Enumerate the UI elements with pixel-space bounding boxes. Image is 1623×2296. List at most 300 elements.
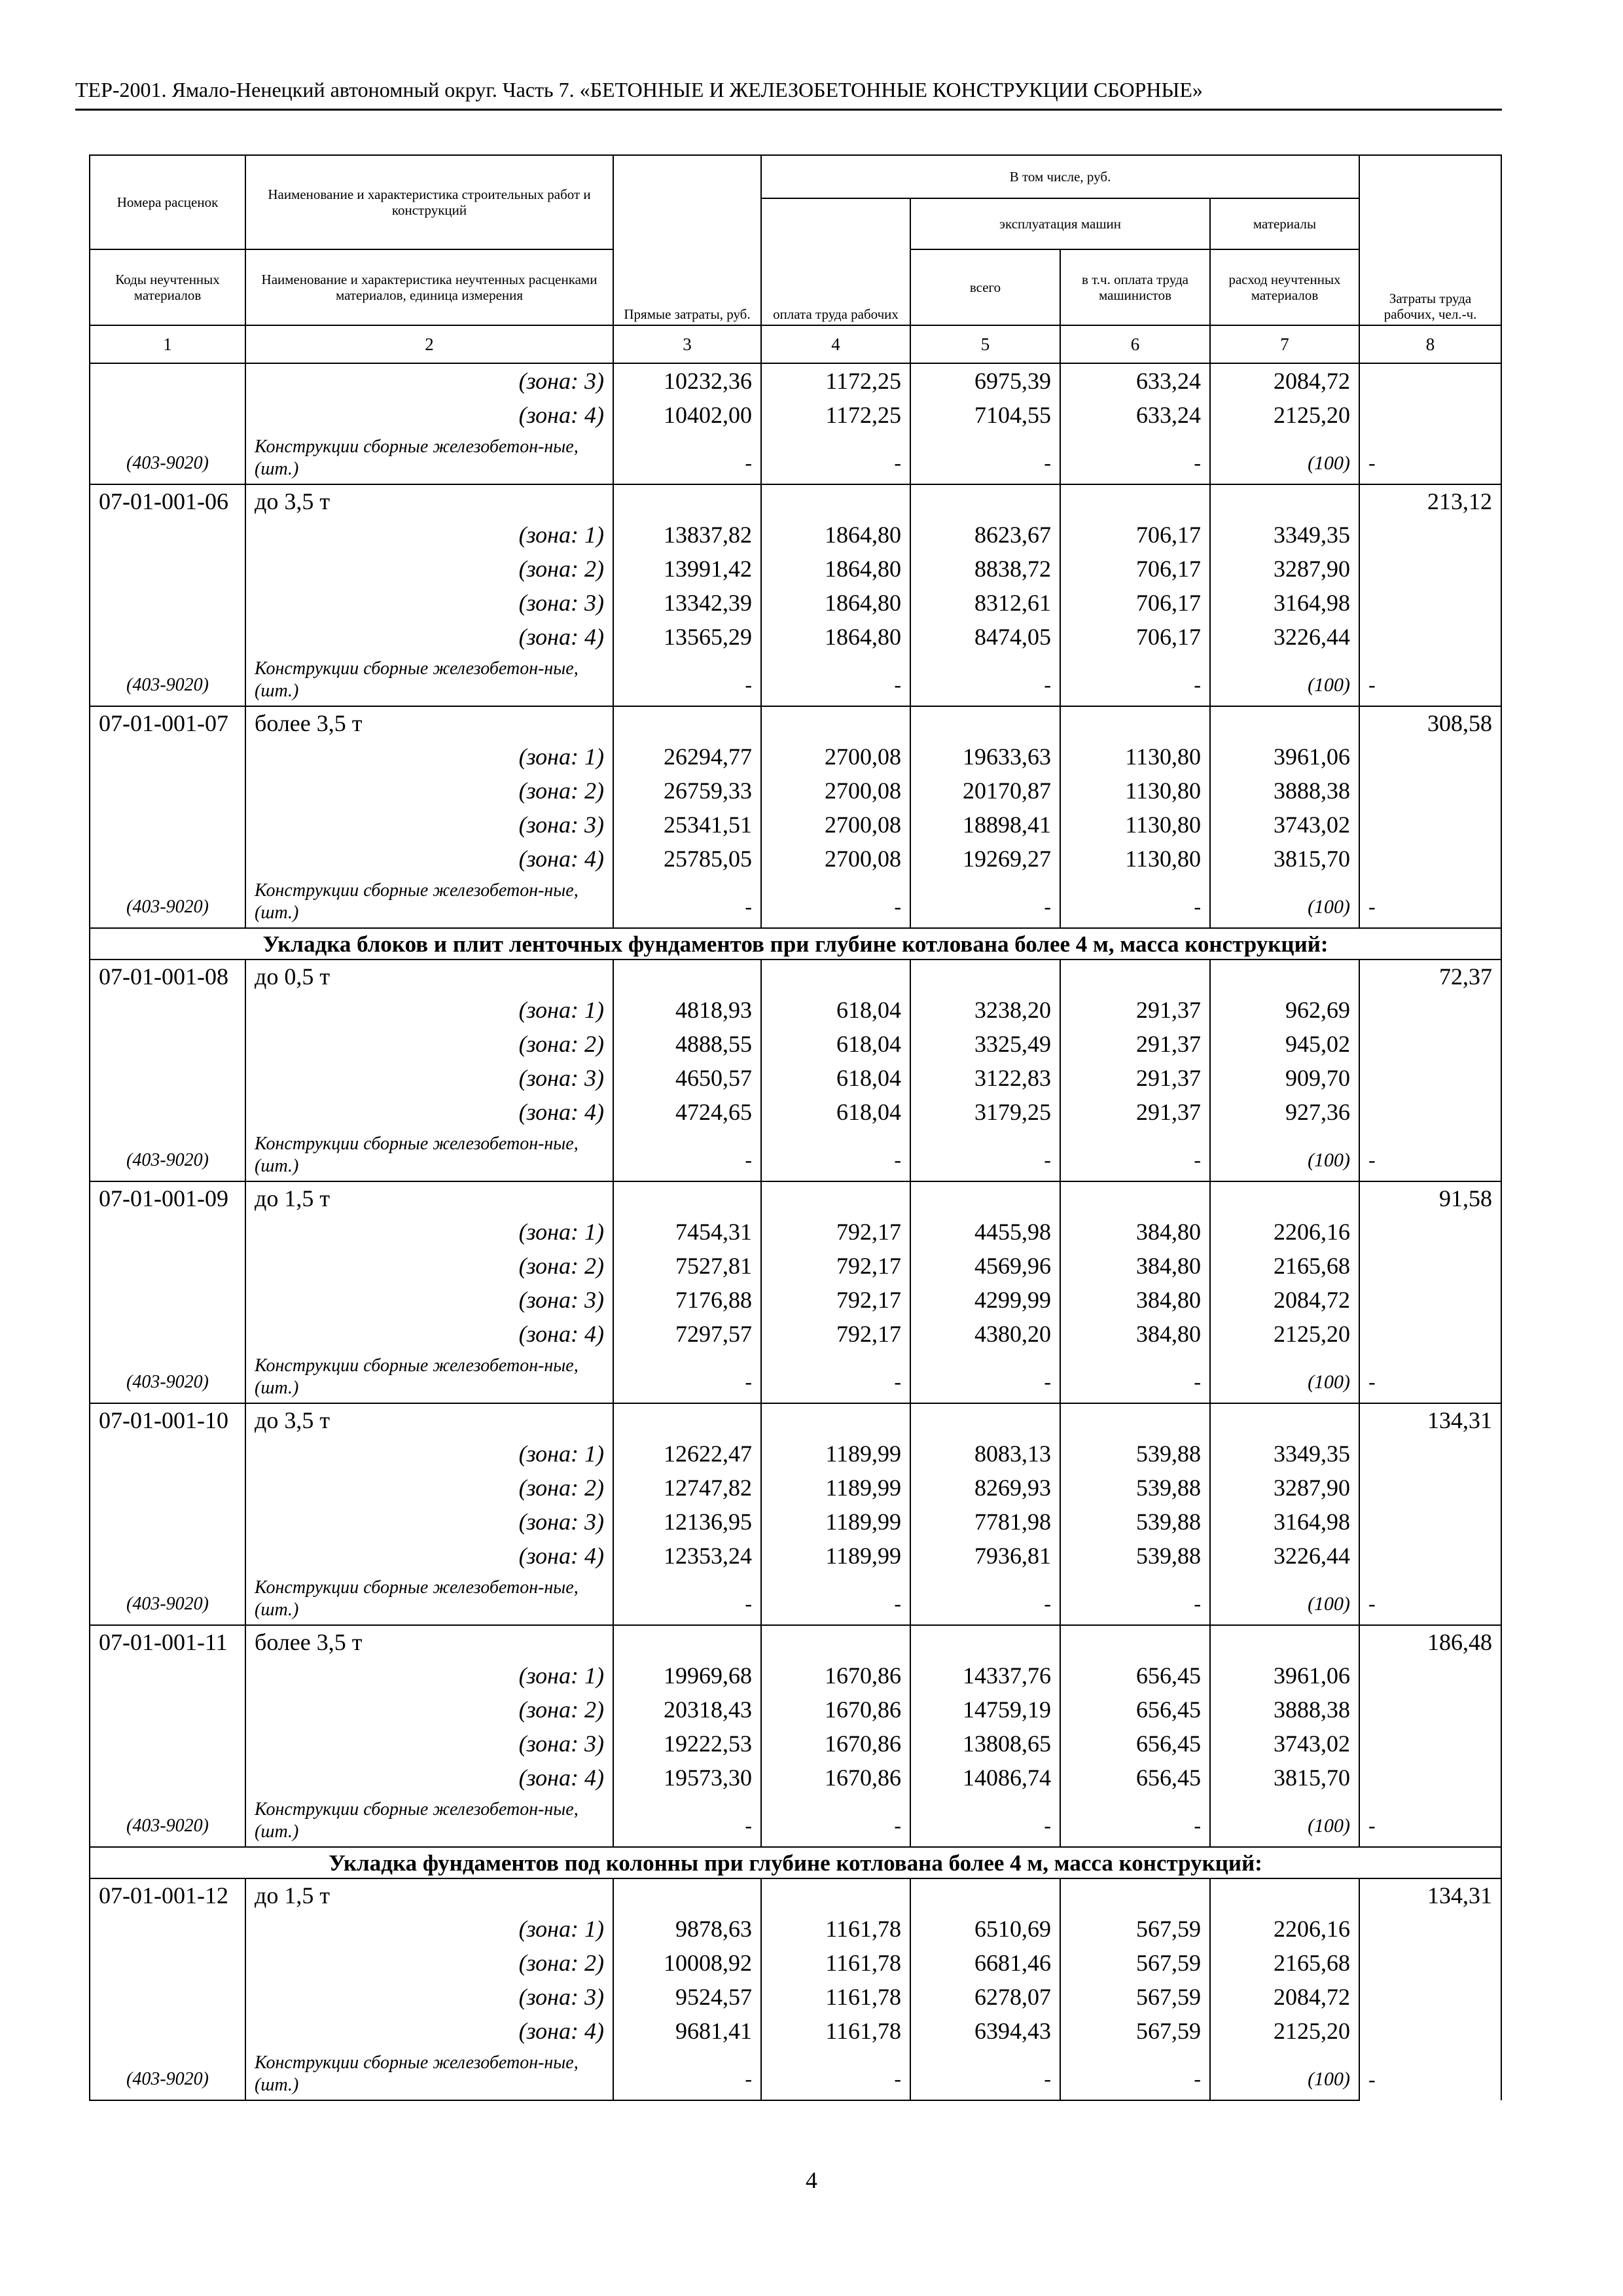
value-cell: 2206,16 [1210,1912,1359,1946]
rate-code-row [90,1878,1501,1912]
table-row [90,1659,1501,1693]
table-row [90,620,1501,654]
dash-cell: - [761,432,910,484]
value-cell: 4455,98 [910,1215,1060,1249]
value-cell: 618,04 [761,1027,910,1061]
value-cell: 18898,41 [910,808,1060,842]
empty-cell [1359,1215,1501,1249]
header-material-names: Наименование и характеристика неучтенных расценками материалов, единица измерения [245,249,613,325]
empty-cell [1060,960,1210,993]
empty-cell [1359,1061,1501,1095]
dash-cell: - [761,654,910,706]
value-cell: 26759,33 [613,774,761,808]
dash-cell: - [613,654,761,706]
empty-cell [90,1693,245,1727]
material-code: (403-9020) [90,1795,245,1847]
rate-code: 07-01-001-08 [90,960,245,993]
table-body [90,363,1501,2100]
table-row [90,2014,1501,2048]
value-cell: 7527,81 [613,1249,761,1283]
header-unaccounted: расход неучтенных материалов [1210,249,1359,325]
empty-cell [761,1878,910,1912]
page-header: ТЕР-2001. Ямало-Ненецкий автономный округ. Часть 7. «БЕТОННЫЕ И ЖЕЛЕЗОБЕТОННЫЕ КОНСТРУКЦИИ СБОРНЫЕ» [75,73,1502,111]
value-cell: 3349,35 [1210,518,1359,552]
value-cell: 12747,82 [613,1471,761,1505]
empty-cell [1210,1625,1359,1659]
value-cell: 3226,44 [1210,1539,1359,1573]
value-cell: 2084,72 [1210,363,1359,398]
empty-cell [90,1317,245,1351]
material-code: (403-9020) [90,1129,245,1181]
value-cell: 13565,29 [613,620,761,654]
dash-cell: - [613,876,761,928]
value-cell: 25785,05 [613,842,761,876]
empty-cell [1359,808,1501,842]
dash-cell: - [761,1573,910,1625]
dash-cell: - [761,1129,910,1181]
col-number: 4 [761,325,910,363]
material-amount: (100) [1210,2048,1359,2100]
material-code: (403-9020) [90,654,245,706]
rate-code: 07-01-001-07 [90,706,245,740]
empty-cell [90,586,245,620]
rate-code: 07-01-001-10 [90,1403,245,1437]
empty-cell [90,2014,245,2048]
value-cell: 618,04 [761,1061,910,1095]
table-row [90,993,1501,1027]
value-cell: 2125,20 [1210,398,1359,432]
value-cell: 1670,86 [761,1659,910,1693]
table-row [90,1727,1501,1761]
value-cell: 633,24 [1060,398,1210,432]
value-cell: 2700,08 [761,740,910,774]
zone-label: (зона: 2) [245,774,613,808]
zone-label: (зона: 4) [245,620,613,654]
header-direct-costs: Прямые затраты, руб. [613,155,761,325]
value-cell: 7104,55 [910,398,1060,432]
labor-cost-value: 91,58 [1359,1181,1501,1215]
empty-cell [910,1878,1060,1912]
value-cell: 8083,13 [910,1437,1060,1471]
material-row [90,876,1501,928]
value-cell: 4818,93 [613,993,761,1027]
empty-cell [1359,1659,1501,1693]
value-cell: 1130,80 [1060,774,1210,808]
section-heading-row [90,928,1501,960]
material-code: (403-9020) [90,1351,245,1403]
material-row [90,2048,1501,2100]
table-row [90,1437,1501,1471]
empty-cell [90,774,245,808]
empty-cell [1359,1027,1501,1061]
material-name: Конструкции сборные железобетон-ные, (шт.) [245,1351,613,1403]
value-cell: 384,80 [1060,1283,1210,1317]
value-cell: 945,02 [1210,1027,1359,1061]
rates-table [89,154,1502,2101]
value-cell: 2700,08 [761,808,910,842]
rate-code-row [90,484,1501,518]
section-heading-row [90,1847,1501,1878]
table-row [90,518,1501,552]
table-row [90,1761,1501,1795]
value-cell: 4724,65 [613,1095,761,1129]
value-cell: 6510,69 [910,1912,1060,1946]
value-cell: 12136,95 [613,1505,761,1539]
col-number: 3 [613,325,761,363]
value-cell: 539,88 [1060,1539,1210,1573]
value-cell: 7781,98 [910,1505,1060,1539]
empty-cell [761,1181,910,1215]
dash-cell: - [910,1573,1060,1625]
value-cell: 567,59 [1060,2014,1210,2048]
dash-cell: - [1359,876,1501,928]
empty-cell [761,484,910,518]
dash-cell: - [1060,654,1210,706]
empty-cell [1060,1878,1210,1912]
empty-cell [90,620,245,654]
empty-cell [90,1437,245,1471]
value-cell: 291,37 [1060,1061,1210,1095]
value-cell: 1864,80 [761,552,910,586]
dash-cell: - [910,1795,1060,1847]
value-cell: 2125,20 [1210,1317,1359,1351]
value-cell: 1189,99 [761,1505,910,1539]
empty-cell [90,1027,245,1061]
zone-label: (зона: 1) [245,740,613,774]
empty-cell [90,1095,245,1129]
empty-cell [1060,1403,1210,1437]
table-row [90,1317,1501,1351]
empty-cell [910,1403,1060,1437]
value-cell: 8838,72 [910,552,1060,586]
empty-cell [1359,1505,1501,1539]
section-heading: Укладка фундаментов под колонны при глубине котлована более 4 м, масса конструкций: [90,1847,1501,1878]
value-cell: 706,17 [1060,552,1210,586]
labor-cost-value: 72,37 [1359,960,1501,993]
empty-cell [1359,1539,1501,1573]
dash-cell: - [613,2048,761,2100]
table-row [90,1249,1501,1283]
empty-cell [1060,1625,1210,1659]
value-cell: 19222,53 [613,1727,761,1761]
material-row [90,654,1501,706]
value-cell: 1130,80 [1060,740,1210,774]
header-material-codes: Коды неучтенных материалов [90,249,245,325]
empty-cell [1359,842,1501,876]
labor-cost-value: 213,12 [1359,484,1501,518]
value-cell: 3961,06 [1210,1659,1359,1693]
empty-cell [910,1625,1060,1659]
empty-cell [90,1761,245,1795]
value-cell: 2700,08 [761,774,910,808]
value-cell: 3164,98 [1210,1505,1359,1539]
empty-cell [1359,1317,1501,1351]
empty-cell [613,960,761,993]
empty-cell [1210,1878,1359,1912]
table-row [90,1980,1501,2014]
value-cell: 1189,99 [761,1437,910,1471]
value-cell: 1172,25 [761,398,910,432]
empty-cell [1359,1693,1501,1727]
material-amount: (100) [1210,1795,1359,1847]
table-row [90,1693,1501,1727]
material-name: Конструкции сборные железобетон-ные, (шт.) [245,1129,613,1181]
value-cell: 1670,86 [761,1761,910,1795]
material-row [90,1573,1501,1625]
empty-cell [1359,993,1501,1027]
zone-label: (зона: 1) [245,1912,613,1946]
value-cell: 10232,36 [613,363,761,398]
value-cell: 12622,47 [613,1437,761,1471]
value-cell: 792,17 [761,1249,910,1283]
zone-label: (зона: 4) [245,842,613,876]
value-cell: 1161,78 [761,1912,910,1946]
empty-cell [761,1403,910,1437]
table-row [90,1061,1501,1095]
value-cell: 3961,06 [1210,740,1359,774]
col-number: 7 [1210,325,1359,363]
table-row [90,363,1501,398]
material-code: (403-9020) [90,876,245,928]
value-cell: 706,17 [1060,620,1210,654]
empty-cell [90,1727,245,1761]
material-row [90,1351,1501,1403]
header-including: В том числе, руб. [761,155,1359,198]
dash-cell: - [1359,432,1501,484]
empty-cell [90,552,245,586]
value-cell: 2700,08 [761,842,910,876]
labor-cost-value: 134,31 [1359,1878,1501,1912]
empty-cell [90,398,245,432]
zone-label: (зона: 4) [245,1761,613,1795]
value-cell: 14086,74 [910,1761,1060,1795]
col-number: 2 [245,325,613,363]
dash-cell: - [1359,654,1501,706]
dash-cell: - [613,432,761,484]
empty-cell [1359,1283,1501,1317]
zone-label: (зона: 4) [245,1317,613,1351]
value-cell: 20318,43 [613,1693,761,1727]
empty-cell [613,1878,761,1912]
value-cell: 384,80 [1060,1215,1210,1249]
dash-cell: - [910,654,1060,706]
col-number: 1 [90,325,245,363]
dash-cell: - [910,432,1060,484]
empty-cell [1359,552,1501,586]
rate-name: до 3,5 т [245,484,613,518]
dash-cell: - [613,1573,761,1625]
value-cell: 1670,86 [761,1693,910,1727]
dash-cell: - [613,1351,761,1403]
empty-cell [1060,484,1210,518]
value-cell: 706,17 [1060,518,1210,552]
value-cell: 13342,39 [613,586,761,620]
empty-cell [1359,1946,1501,1980]
empty-cell [90,1471,245,1505]
value-cell: 9878,63 [613,1912,761,1946]
value-cell: 3122,83 [910,1061,1060,1095]
table-row [90,1215,1501,1249]
dash-cell: - [1060,1573,1210,1625]
value-cell: 3349,35 [1210,1437,1359,1471]
col-number: 6 [1060,325,1210,363]
value-cell: 618,04 [761,1095,910,1129]
value-cell: 19633,63 [910,740,1060,774]
header-machinist-pay: в т.ч. оплата труда машинистов [1060,249,1210,325]
value-cell: 3238,20 [910,993,1060,1027]
value-cell: 6278,07 [910,1980,1060,2014]
value-cell: 567,59 [1060,1912,1210,1946]
material-row [90,1795,1501,1847]
value-cell: 6681,46 [910,1946,1060,1980]
empty-cell [613,1625,761,1659]
table-row [90,1946,1501,1980]
material-amount: (100) [1210,876,1359,928]
rate-name: до 0,5 т [245,960,613,993]
dash-cell: - [613,1129,761,1181]
value-cell: 1161,78 [761,2014,910,2048]
value-cell: 384,80 [1060,1249,1210,1283]
value-cell: 656,45 [1060,1761,1210,1795]
empty-cell [1359,1912,1501,1946]
empty-cell [761,960,910,993]
empty-cell [90,1912,245,1946]
table-row [90,1095,1501,1129]
dash-cell: - [761,1795,910,1847]
rate-name: до 3,5 т [245,1403,613,1437]
col-number: 5 [910,325,1060,363]
empty-cell [90,842,245,876]
rate-name: более 3,5 т [245,1625,613,1659]
zone-label: (зона: 3) [245,808,613,842]
value-cell: 6975,39 [910,363,1060,398]
material-code: (403-9020) [90,1573,245,1625]
table-row [90,1539,1501,1573]
value-cell: 3888,38 [1210,1693,1359,1727]
material-amount: (100) [1210,654,1359,706]
zone-label: (зона: 2) [245,1027,613,1061]
zone-label: (зона: 2) [245,1693,613,1727]
empty-cell [1060,1181,1210,1215]
value-cell: 656,45 [1060,1693,1210,1727]
table-row [90,586,1501,620]
empty-cell [1359,1761,1501,1795]
value-cell: 1864,80 [761,620,910,654]
empty-cell [90,363,245,398]
empty-cell [90,808,245,842]
empty-cell [90,1215,245,1249]
value-cell: 3164,98 [1210,586,1359,620]
value-cell: 909,70 [1210,1061,1359,1095]
value-cell: 7936,81 [910,1539,1060,1573]
table-row [90,774,1501,808]
table-row [90,1471,1501,1505]
empty-cell [613,706,761,740]
value-cell: 1161,78 [761,1980,910,2014]
value-cell: 4299,99 [910,1283,1060,1317]
empty-cell [90,518,245,552]
dash-cell: - [910,2048,1060,2100]
zone-label: (зона: 3) [245,1980,613,2014]
rate-code-row [90,1403,1501,1437]
zone-label: (зона: 3) [245,1061,613,1095]
value-cell: 3287,90 [1210,552,1359,586]
zone-label: (зона: 2) [245,552,613,586]
value-cell: 14337,76 [910,1659,1060,1693]
header-machines: эксплуатация машин [910,198,1210,249]
rate-code: 07-01-001-12 [90,1878,245,1912]
empty-cell [90,1249,245,1283]
dash-cell: - [910,1351,1060,1403]
header-labor-cost: Затраты труда рабочих, чел.-ч. [1359,155,1501,325]
value-cell: 14759,19 [910,1693,1060,1727]
value-cell: 1864,80 [761,518,910,552]
zone-label: (зона: 2) [245,1946,613,1980]
value-cell: 1130,80 [1060,808,1210,842]
header-materials: материалы [1210,198,1359,249]
material-name: Конструкции сборные железобетон-ные, (шт.) [245,1573,613,1625]
value-cell: 291,37 [1060,1027,1210,1061]
material-name: Конструкции сборные железобетон-ные, (шт.) [245,876,613,928]
zone-label: (зона: 1) [245,1215,613,1249]
value-cell: 4380,20 [910,1317,1060,1351]
empty-cell [90,1659,245,1693]
value-cell: 792,17 [761,1215,910,1249]
value-cell: 3815,70 [1210,1761,1359,1795]
value-cell: 3226,44 [1210,620,1359,654]
empty-cell [1359,740,1501,774]
value-cell: 26294,77 [613,740,761,774]
value-cell: 3815,70 [1210,842,1359,876]
rate-code-row [90,1181,1501,1215]
empty-cell [1359,586,1501,620]
zone-label: (зона: 4) [245,2014,613,2048]
dash-cell: - [1060,2048,1210,2100]
value-cell: 1189,99 [761,1471,910,1505]
dash-cell: - [910,876,1060,928]
empty-cell [1359,1095,1501,1129]
empty-cell [90,1980,245,2014]
value-cell: 792,17 [761,1317,910,1351]
material-code: (403-9020) [90,2048,245,2100]
zone-label: (зона: 3) [245,1505,613,1539]
value-cell: 1670,86 [761,1727,910,1761]
table-row [90,552,1501,586]
material-code: (403-9020) [90,432,245,484]
empty-cell [1359,1249,1501,1283]
header-machines-total: всего [910,249,1060,325]
material-amount: (100) [1210,432,1359,484]
value-cell: 3179,25 [910,1095,1060,1129]
rate-code-row [90,960,1501,993]
zone-label: (зона: 3) [245,1283,613,1317]
material-name: Конструкции сборные железобетон-ные, (шт.) [245,432,613,484]
section-heading: Укладка блоков и плит ленточных фундаментов при глубине котлована более 4 м, масса конструкций: [90,928,1501,960]
dash-cell: - [1060,1129,1210,1181]
value-cell: 1130,80 [1060,842,1210,876]
empty-cell [613,1181,761,1215]
value-cell: 2125,20 [1210,2014,1359,2048]
value-cell: 656,45 [1060,1659,1210,1693]
value-cell: 3287,90 [1210,1471,1359,1505]
rate-code: 07-01-001-09 [90,1181,245,1215]
rate-code-row [90,1625,1501,1659]
table-row [90,740,1501,774]
value-cell: 13837,82 [613,518,761,552]
value-cell: 3325,49 [910,1027,1060,1061]
value-cell: 10402,00 [613,398,761,432]
empty-cell [613,1403,761,1437]
